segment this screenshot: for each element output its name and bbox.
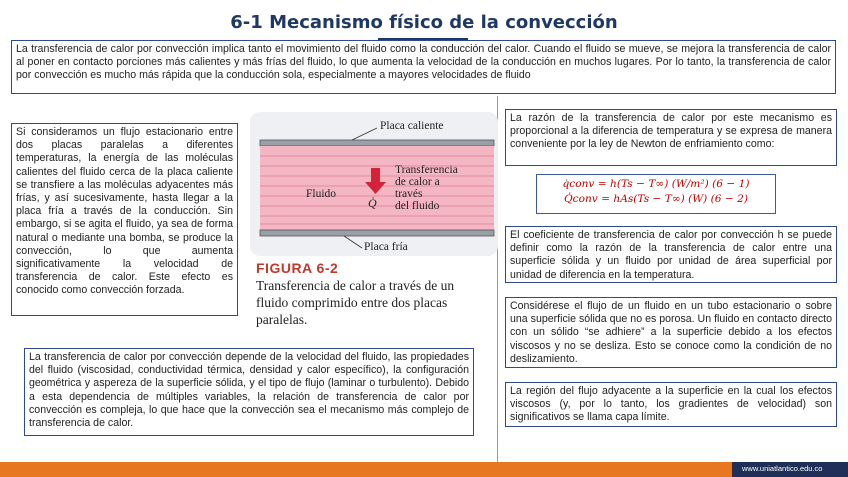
heat-arrow-shaft — [371, 168, 380, 182]
hot-plate-label: Placa caliente — [380, 120, 444, 132]
page-title: 6-1 Mecanismo físico de la convección — [230, 12, 618, 33]
boundary-layer-box: La región del flujo adyacente a la superficie en la cual los efectos viscosos (y, por lo tanto, los gradientes de velocidad) son significativos se llama capa límite. — [505, 382, 837, 427]
transfer-label-line: de calor a — [395, 176, 440, 188]
dependence-box: La transferencia de calor por convección depende de la velocidad del fluido, las propiedades del fluido (viscosidad, conductividad térmica, densidad y calor específico), la configuración geométrica y aspereza de la superficie sólida, y el tipo de flujo (laminar o turbulento). Debido a esta dependencia de múltiples variables, la relación de transferencia de calor por convección es compleja, lo que hace que la convección sea el mecanismo más complejo de transferencia de calor. — [24, 348, 474, 436]
figure-caption-line: Transferencia de calor a través de un — [256, 278, 455, 293]
transfer-label-line: través — [395, 188, 423, 200]
heat-rate-symbol: Q̇ — [368, 196, 377, 210]
fluid-label: Fluido — [306, 188, 337, 200]
no-slip-box: Considérese el flujo de un fluido en un tubo estacionario o sobre una superficie sólida que no es porosa. Un fluido en contacto directo con un sólido “se adhiere” a la superficie debido a los efectos viscosos y no se desliza. Esto se conoce como la condición de no deslizamiento. — [505, 297, 837, 368]
hot-plate — [260, 140, 494, 146]
figure-caption-line: fluido comprimido entre dos placas — [256, 295, 448, 310]
equation-box — [536, 174, 776, 214]
transfer-label-line: Transferencia — [395, 164, 458, 176]
equation-6-2: Q̇conv = hAs(Ts − T∞) (W) (6 − 2) — [563, 193, 749, 205]
cold-plate-label: Placa fría — [364, 241, 408, 253]
cold-plate — [260, 230, 494, 236]
figure-6-2 — [244, 110, 500, 332]
equation-6-1: q̇conv = h(Ts − T∞) (W/m²) (6 − 1) — [562, 178, 750, 190]
figure-title: FIGURA 6-2 — [256, 260, 339, 276]
footer-bar — [0, 462, 848, 477]
coefficient-box: El coeficiente de transferencia de calor por convección h se puede definir como la razón de la transferencia de calor entre una superficie sólida y un fluido por unidad de área superficial por unidad de diferencia en la temperatura. — [505, 226, 837, 283]
figure-caption-line: paralelas. — [256, 312, 308, 327]
parallel-plates-box: Si consideramos un flujo estacionario entre dos placas paralelas a diferentes temperaturas, la energía de las moléculas calientes del fluido cerca de la placa caliente se transfiere a las moléculas adyacentes más frías, y así sucesivamente, hasta llegar a la placa fría a través de la conducción. Sin embargo, si se agita el fluido, ya sea de forma natural o mediante una bomba, se produce la convección, lo que aumenta significativamente la velocidad de transferencia de calor. Este efecto es conocido como convección forzada. — [11, 123, 238, 316]
intro-box: La transferencia de calor por convección implica tanto el movimiento del fluido como la conducción del calor. Cuando el fluido se mueve, se mejora la transferencia de calor al poner en contacto porciones más calientes y más frías del fluido, lo que aumenta la velocidad de la conducción en muchos lugares. Por lo tanto, la transferencia de calor por convección es mucho más rápida que la conducción sola, especialmente a mayores velocidades de fluido — [11, 40, 836, 94]
transfer-label-line: del fluido — [395, 200, 440, 212]
footer-url: www.uniatlantico.edu.co — [742, 464, 823, 473]
rate-law-box: La razón de la transferencia de calor por este mecanismo es proporcional a la diferencia de temperatura y se expresa de manera conveniente por la ley de Newton de enfriamiento como: — [505, 109, 837, 166]
